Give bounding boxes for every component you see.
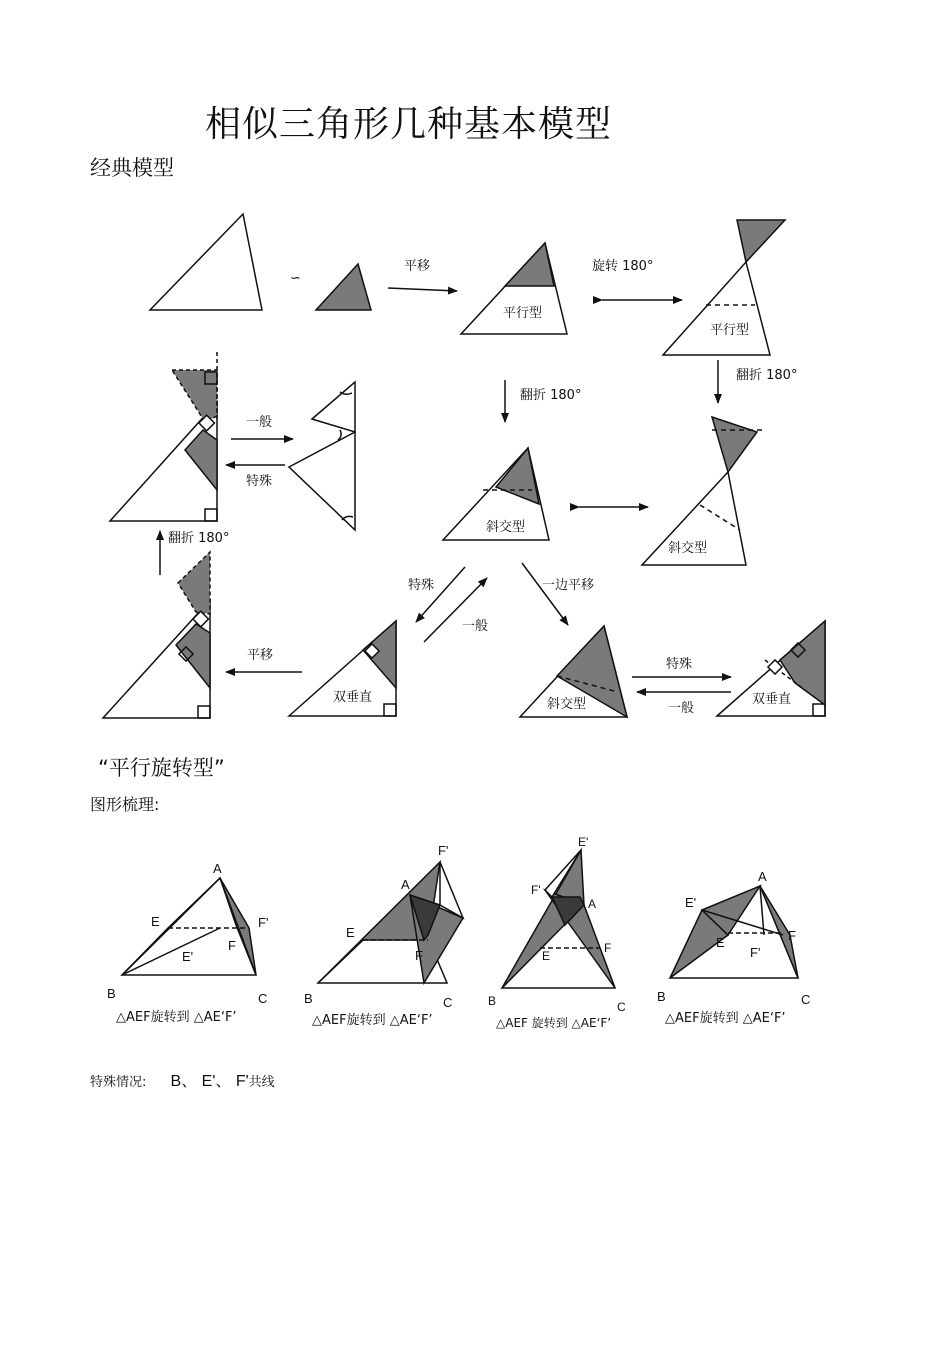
fig4-point-f: F bbox=[788, 928, 796, 943]
label-oblique-bottom: 斜交型 bbox=[547, 697, 587, 712]
label-double-perp-mid: 双垂直 bbox=[333, 690, 373, 705]
subheading-figure-summary: 图形梳理: bbox=[90, 795, 160, 814]
label-translate-left: 平移 bbox=[247, 648, 274, 663]
fig4-point-b: B bbox=[657, 989, 666, 1004]
label-flip-mid: 翻折 180° bbox=[520, 388, 582, 403]
triangle-large-white bbox=[150, 214, 262, 310]
arrow-translate-top bbox=[388, 288, 457, 291]
fig1-point-a: A bbox=[213, 861, 222, 876]
fig1-point-f: F bbox=[228, 938, 236, 953]
fig3-point-c: C bbox=[617, 1000, 626, 1014]
label-flip-right: 翻折 180° bbox=[736, 368, 798, 383]
fig1-caption: △AEF旋转到 △AE‘F’ bbox=[116, 1010, 237, 1025]
label-special-3: 特殊 bbox=[666, 657, 693, 672]
fig4-point-f1: F' bbox=[750, 945, 761, 960]
label-translate-top: 平移 bbox=[404, 259, 431, 274]
fig4-point-a: A bbox=[758, 869, 767, 884]
label-double-perp-right: 双垂直 bbox=[752, 692, 792, 707]
fig3-caption: △AEF 旋转到 △AE‘F’ bbox=[496, 1016, 612, 1030]
left-top-dashed-shade bbox=[172, 370, 217, 422]
parallel-type-b-upper bbox=[737, 220, 785, 262]
fig2-point-b: B bbox=[304, 991, 313, 1006]
fig1-point-c: C bbox=[258, 991, 268, 1006]
label-one-side-translate: 一边平移 bbox=[542, 578, 595, 593]
fig4-point-e1: E' bbox=[685, 895, 697, 910]
label-oblique-center: 斜交型 bbox=[486, 520, 526, 535]
fig4-point-c: C bbox=[801, 992, 811, 1007]
kite-angle-mark-2 bbox=[338, 430, 341, 440]
fig2-point-e: E bbox=[346, 925, 355, 940]
triangle-small-shaded bbox=[316, 264, 371, 310]
kite-lower-triangle bbox=[289, 432, 355, 530]
label-special-1: 特殊 bbox=[246, 474, 273, 489]
oblique-right-upper bbox=[712, 417, 757, 472]
fig3-point-e1: E' bbox=[578, 835, 589, 849]
fig2-point-f1: F' bbox=[438, 843, 449, 858]
fig1-point-f1: F' bbox=[258, 915, 269, 930]
label-rotate180: 旋转 180° bbox=[592, 259, 654, 274]
section-heading-classic: 经典模型 bbox=[90, 156, 174, 180]
rotation-figure-1 bbox=[107, 861, 268, 1025]
fig2-point-f: F bbox=[415, 948, 423, 963]
fig3-point-e: E bbox=[542, 949, 551, 963]
parallel-type-b-lower bbox=[663, 262, 770, 355]
fig4-point-e: E bbox=[716, 935, 725, 950]
label-general-2: 一般 bbox=[462, 619, 489, 634]
rotation-figure-3 bbox=[488, 835, 626, 1030]
label-general-3: 一般 bbox=[668, 701, 695, 716]
kite-upper-triangle bbox=[312, 382, 355, 432]
arrow-one-side-translate bbox=[522, 563, 568, 625]
fig3-point-f: F bbox=[604, 941, 612, 955]
arrow-special-2 bbox=[416, 567, 465, 622]
fig2-point-a: A bbox=[401, 877, 410, 892]
special-case-label: 特殊情况: bbox=[90, 1075, 147, 1090]
similar-symbol: ∽ bbox=[290, 271, 301, 286]
fig3-point-a: A bbox=[588, 897, 597, 911]
label-flip-left: 翻折 180° bbox=[168, 531, 230, 546]
fig1-point-b: B bbox=[107, 986, 116, 1001]
fig1-point-e: E bbox=[151, 914, 160, 929]
rotation-figure-2 bbox=[304, 843, 463, 1028]
rotation-figure-4 bbox=[657, 869, 810, 1026]
page-title: 相似三角形几种基本模型 bbox=[205, 104, 613, 145]
label-parallel-b: 平行型 bbox=[710, 323, 750, 338]
fig4-caption: △AEF旋转到 △AE‘F’ bbox=[665, 1011, 786, 1026]
fig2-point-c: C bbox=[443, 995, 453, 1010]
label-general-1: 一般 bbox=[246, 415, 273, 430]
parallel-type-a-shade bbox=[505, 243, 554, 286]
fig3-point-b: B bbox=[488, 994, 497, 1008]
section-heading-parallel-rotation: “平行旋转型” bbox=[98, 756, 225, 780]
special-case-points: B、 E'、 F' bbox=[170, 1073, 249, 1090]
special-case-suffix: 共线 bbox=[248, 1075, 275, 1090]
classic-models-diagram bbox=[103, 214, 825, 718]
label-oblique-right: 斜交型 bbox=[668, 541, 708, 556]
label-special-2: 特殊 bbox=[408, 578, 435, 593]
label-parallel-a: 平行型 bbox=[503, 306, 543, 321]
fig1-point-e1: E' bbox=[182, 949, 194, 964]
fig3-point-f1: F' bbox=[531, 883, 541, 897]
left-bottom-dashed-shade bbox=[178, 552, 210, 614]
fig2-caption: △AEF旋转到 △AE‘F’ bbox=[312, 1013, 433, 1028]
